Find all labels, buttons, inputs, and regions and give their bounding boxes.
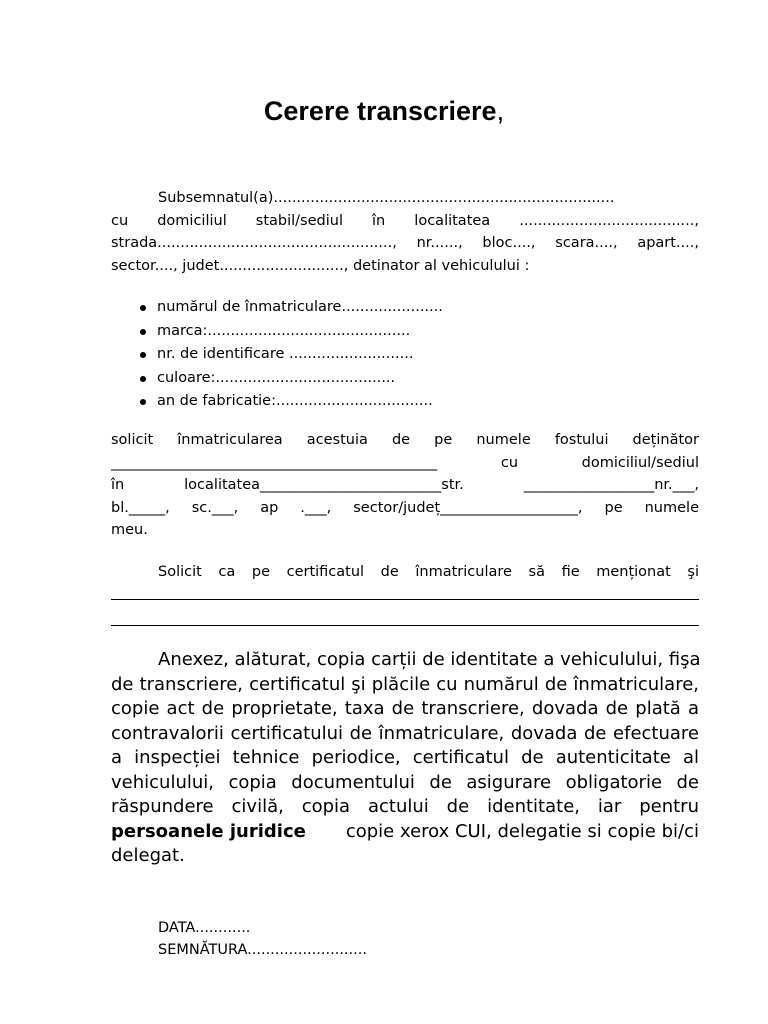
request-line-1: solicit înmatricularea acestuia de pe numele fostului deținător — [111, 432, 699, 448]
annex-line-8 — [111, 820, 699, 845]
vehicle-fields-list — [111, 296, 443, 414]
certificate-line-1: Solicit ca pe certificatul de înmatriculare să fie menționat şi — [158, 564, 699, 580]
annex-line-1: Anexez, alăturat, copia carții de identitate a vehiculului, fişa — [158, 649, 701, 670]
annex-line-7: răspundere civilă, copia actului de identitate, iar pentru — [111, 796, 699, 817]
intro-line-4: sector...., judet..........................., detinator al vehiculului : — [111, 257, 530, 274]
intro-paragraph — [111, 187, 699, 277]
request-line-3: în localitatea_________________________str. __________________nr.___, — [111, 477, 699, 493]
request-line-4: bl._____, sc.___, ap .___, sector/județ___________________, pe numele — [111, 499, 699, 516]
title-comma: , — [496, 96, 505, 126]
annex-line-3: copie act de proprietate, taxa de transcriere, dovada de plată a — [111, 698, 699, 719]
field-identification-number: nr. de identificare ........................... — [157, 343, 443, 367]
request-paragraph — [111, 429, 699, 542]
signature-field: SEMNĂTURA.......................... — [158, 942, 367, 958]
signature-block — [158, 917, 367, 961]
annex-line-4: contravalorii certificatului de înmatriculare, dovada de efectuare — [111, 722, 699, 744]
field-registration-number: numărul de înmatriculare...................... — [157, 296, 443, 320]
request-line-5: meu. — [111, 522, 148, 538]
blank-line-1 — [111, 599, 699, 600]
intro-line-3: strada..................................................., nr......, bloc...., scara...., apart...., — [111, 235, 699, 251]
annex-line-6: vehiculului, copia documentului de asigurare obligatorie de — [111, 771, 699, 793]
date-field: DATA............ — [158, 920, 251, 936]
blank-line-2 — [111, 625, 699, 626]
field-color: culoare:....................................... — [157, 367, 443, 391]
field-manufacturing-year: an de fabricatie:.................................. — [157, 390, 443, 414]
annex-line-5: a inspecției tehnice periodice, certificatul de autenticitate al — [111, 747, 699, 768]
annex-line-8-rest: copie xerox CUI, delegatie si copie bi/ci — [345, 820, 699, 842]
annex-line-2: de transcriere, certificatul şi plăcile cu numărul de înmatriculare, — [111, 673, 699, 695]
title-text: Cerere transcriere — [263, 96, 497, 126]
certificate-paragraph — [111, 561, 699, 584]
request-line-2: _____________________________________________ cu domiciliul/sediul — [111, 454, 699, 471]
annex-line-9: delegat. — [111, 845, 185, 866]
field-brand: marca:............................................ — [157, 320, 443, 344]
intro-line-1: Subsemnatul(a).......................................................................... — [158, 190, 615, 206]
page-title — [0, 96, 768, 127]
intro-line-2: cu domiciliul stabil/sediul în localitatea ......................................, — [111, 212, 699, 229]
legal-entities-emphasis: persoanele juridice — [111, 820, 306, 842]
annex-paragraph — [111, 648, 699, 869]
